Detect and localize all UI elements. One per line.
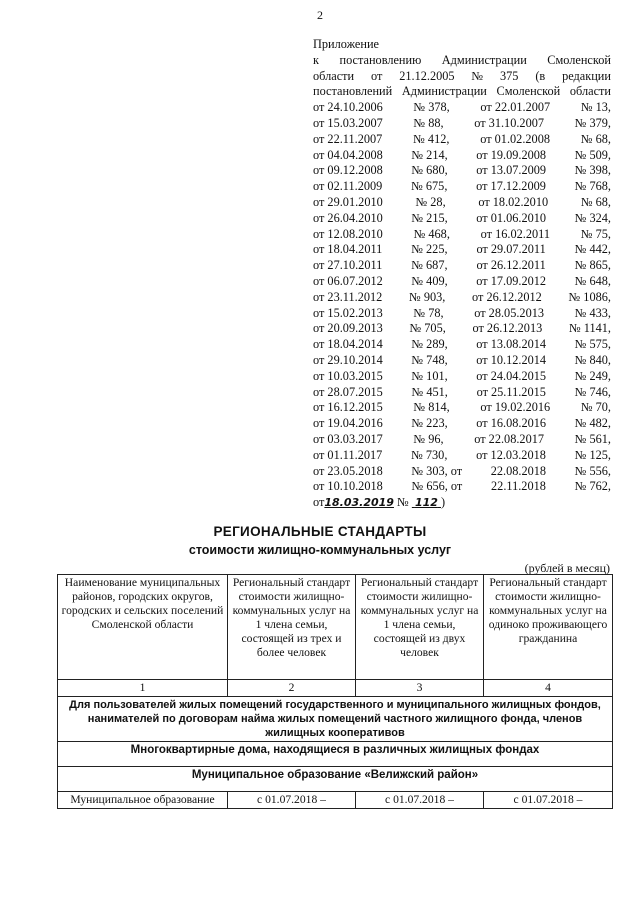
- amendment-part: № 412,: [413, 131, 450, 146]
- amendment-row: [313, 274, 611, 290]
- amendment-part: № 680,: [411, 163, 448, 178]
- amendment-part: № 225,: [411, 242, 448, 257]
- amendment-part: № 451,: [411, 384, 448, 399]
- amendment-part: № 214,: [411, 147, 448, 162]
- amendment-row: [313, 337, 611, 353]
- amendment-part: от 29.01.2010: [313, 194, 383, 209]
- amendment-part: от 26.12.2011: [476, 258, 546, 273]
- amendment-part: № 1141,: [568, 321, 611, 336]
- amendment-part: от 29.10.2014: [313, 352, 383, 367]
- amendment-part: № 88,: [413, 115, 444, 130]
- amendment-row: [313, 321, 611, 337]
- amendment-part: от 19.02.2016: [480, 400, 551, 415]
- amendment-part: № 687,: [411, 258, 448, 273]
- amendment-part: № 814,: [413, 400, 450, 415]
- amendment-part: от 02.11.2009: [313, 179, 383, 194]
- amendment-part: от 26.12.2013: [472, 321, 543, 336]
- amendment-part: № 1086,: [568, 289, 611, 304]
- amendment-part: от 24.04.2015: [476, 368, 547, 383]
- column-number-row: [58, 680, 613, 697]
- appendix-line: постановлений Администрации Смоленской области: [313, 84, 611, 99]
- amendment-part: № 324,: [574, 210, 611, 225]
- amendment-part: № 748,: [411, 352, 448, 367]
- amendment-row: [313, 479, 611, 495]
- amendment-row: [313, 385, 611, 401]
- amendment-part: № 762,: [574, 479, 611, 494]
- header-cell: Наименование муниципальных районов, городских округов, городских и сельских поселений Смоленской области: [58, 575, 228, 680]
- amendment-part: № 101,: [411, 368, 448, 383]
- document-title: РЕГИОНАЛЬНЫЕ СТАНДАРТЫ: [213, 524, 427, 539]
- table-cell: с 01.07.2018 –: [484, 792, 613, 809]
- table-cell: с 01.07.2018 –: [356, 792, 484, 809]
- amendment-row: [313, 195, 611, 211]
- amendment-part: от 01.11.2017: [313, 447, 383, 462]
- amendment-part: от 23.05.2018: [313, 463, 383, 478]
- amendment-row: [313, 448, 611, 464]
- amendment-part: № 70,: [580, 400, 611, 415]
- amendment-row: [313, 227, 611, 243]
- amendment-row: [313, 148, 611, 164]
- amendment-part: от 17.12.2009: [476, 179, 546, 194]
- amendment-row: [313, 163, 611, 179]
- header-cell: Региональный стандарт стоимости жилищно-коммунальных услуг на одиноко проживающего гражданина: [484, 575, 613, 680]
- amendment-part: от 16.08.2016: [476, 416, 547, 431]
- amendment-part: № 442,: [574, 242, 611, 257]
- unit-note: (рублей в месяц): [524, 561, 610, 575]
- amendment-part: от 13.08.2014: [476, 337, 547, 352]
- section-heading: Для пользователей жилых помещений государственного и муниципального жилищных фондов, нанимателей по договорам найма жилых помещений частного жилищного фонда, членов жилищных кооперативов: [58, 697, 613, 742]
- amendment-row: [313, 353, 611, 369]
- amendment-part: № 289,: [411, 337, 448, 352]
- table-cell: с 01.07.2018 –: [228, 792, 356, 809]
- amendment-row: [313, 432, 611, 448]
- amendment-part: от 15.02.2013: [313, 305, 383, 320]
- amendment-part: № 746,: [574, 384, 611, 399]
- amendment-part: № 215,: [411, 210, 448, 225]
- amendment-part: от 10.03.2015: [313, 368, 383, 383]
- amendment-part: от 01.06.2010: [476, 210, 547, 225]
- amendment-part: № 379,: [574, 115, 611, 130]
- amendment-part: от 31.10.2007: [474, 115, 545, 130]
- amendment-row: [313, 132, 611, 148]
- amendment-part: № 398,: [574, 163, 611, 178]
- amendment-part: от 06.07.2012: [313, 273, 383, 288]
- subsection-row: [58, 742, 613, 767]
- amendment-part: от 22.11.2007: [313, 131, 383, 146]
- amendment-part: № 768,: [574, 179, 611, 194]
- amendment-part: № 13,: [580, 100, 611, 115]
- amendment-part: № 468,: [413, 226, 450, 241]
- amendment-part: от 01.02.2008: [480, 131, 550, 146]
- amendment-part: от 27.10.2011: [313, 258, 383, 273]
- section-row: [58, 697, 613, 742]
- amendment-part: от 26.04.2010: [313, 210, 383, 225]
- amendment-part: № 409,: [411, 273, 448, 288]
- appendix-line: к постановлению Администрации Смоленской: [313, 52, 611, 67]
- amendment-row: [313, 258, 611, 274]
- municipality-heading: Муниципальное образование «Велижский район»: [58, 767, 613, 792]
- amendment-row: [313, 464, 611, 480]
- municipality-row: [58, 767, 613, 792]
- amendment-row: [313, 416, 611, 432]
- document-subtitle: стоимости жилищно-коммунальных услуг: [188, 543, 452, 557]
- amendment-part: № 378,: [413, 100, 450, 115]
- amendment-part: № 730,: [411, 447, 448, 462]
- amendment-part: № 656, от: [411, 479, 463, 494]
- amendment-part: № 68,: [580, 131, 611, 146]
- amendment-part: № 575,: [574, 337, 611, 352]
- appendix-block: [313, 37, 611, 511]
- amendment-part: от 16.02.2011: [480, 226, 550, 241]
- amendment-part: от 18.04.2014: [313, 337, 383, 352]
- amendment-list: [313, 100, 611, 495]
- column-number: 3: [356, 680, 484, 697]
- amendment-part: от 10.12.2014: [476, 352, 547, 367]
- amendment-part: от 18.04.2011: [313, 242, 383, 257]
- amendment-row: [313, 211, 611, 227]
- column-number: 1: [58, 680, 228, 697]
- table-row: [58, 792, 613, 809]
- amendment-part: 22.11.2018: [491, 479, 546, 494]
- amendment-part: № 482,: [574, 416, 611, 431]
- amendment-part: № 840,: [574, 352, 611, 367]
- amendment-part: № 223,: [411, 416, 448, 431]
- amendment-part: № 705,: [409, 321, 446, 336]
- column-number: 4: [484, 680, 613, 697]
- amendment-part: № 75,: [580, 226, 611, 241]
- amendment-row: [313, 179, 611, 195]
- amendment-part: № 556,: [574, 463, 611, 478]
- amendment-part: № 96,: [413, 431, 444, 446]
- amendment-part: № 68,: [580, 194, 611, 209]
- header-cell: Региональный стандарт стоимости жилищно-коммунальных услуг на 1 члена семьи, состоящей из трех и более человек: [228, 575, 356, 680]
- amendment-part: № 561,: [574, 431, 611, 446]
- amendment-part: от 18.02.2010: [478, 194, 549, 209]
- subsection-heading: Многоквартирные дома, находящиеся в различных жилищных фондах: [58, 742, 613, 767]
- amendment-row: [313, 290, 611, 306]
- amendment-part: от 12.08.2010: [313, 226, 383, 241]
- amendment-part: от 22.08.2017: [474, 431, 545, 446]
- table-cell: Муниципальное образование: [58, 792, 228, 809]
- amendment-part: от 03.03.2017: [313, 431, 383, 446]
- amendment-row: [313, 369, 611, 385]
- handwritten-date: 18.03.2019: [324, 496, 394, 510]
- amendment-part: от 24.10.2006: [313, 100, 383, 115]
- amendment-row: [313, 400, 611, 416]
- amendment-row: [313, 100, 611, 116]
- amendment-row: [313, 242, 611, 258]
- page-number: 2: [317, 8, 323, 22]
- appendix-line: области от 21.12.2005 № 375 (в редакции: [313, 68, 611, 83]
- amendment-part: № 249,: [574, 368, 611, 383]
- amendment-part: от 09.12.2008: [313, 163, 383, 178]
- amendment-part: № 28,: [415, 194, 446, 209]
- amendment-part: от 12.03.2018: [476, 447, 546, 462]
- amendment-part: № 675,: [411, 179, 448, 194]
- amendment-part: от 04.04.2008: [313, 147, 383, 162]
- amendment-part: от 10.10.2018: [313, 479, 383, 494]
- amendment-part: № 78,: [413, 305, 444, 320]
- amendment-row: [313, 306, 611, 322]
- latest-amendment: от18.03.2019 № 112 ): [313, 495, 446, 510]
- amendment-part: от 19.09.2008: [476, 147, 547, 162]
- amendment-part: № 903,: [409, 289, 446, 304]
- amendment-part: № 303, от: [411, 463, 463, 478]
- amendment-part: от 17.09.2012: [476, 273, 547, 288]
- amendment-part: № 433,: [574, 305, 611, 320]
- amendment-part: № 125,: [574, 447, 611, 462]
- amendment-part: от 25.11.2015: [476, 384, 546, 399]
- amendment-part: от 15.03.2007: [313, 115, 383, 130]
- standards-table: [57, 574, 613, 809]
- amendment-part: № 648,: [574, 273, 611, 288]
- header-cell: Региональный стандарт стоимости жилищно-коммунальных услуг на 1 члена семьи, состоящей из двух человек: [356, 575, 484, 680]
- amendment-row: [313, 116, 611, 132]
- amendment-part: от 23.11.2012: [313, 289, 383, 304]
- amendment-part: от 16.12.2015: [313, 400, 383, 415]
- amendment-part: от 22.01.2007: [480, 100, 551, 115]
- amendment-part: № 509,: [574, 147, 611, 162]
- amendment-part: 22.08.2018: [490, 463, 547, 478]
- amendment-part: от 28.05.2013: [474, 305, 545, 320]
- amendment-part: от 29.07.2011: [476, 242, 546, 257]
- amendment-part: от 28.07.2015: [313, 384, 383, 399]
- amendment-part: № 865,: [574, 258, 611, 273]
- amendment-part: от 13.07.2009: [476, 163, 547, 178]
- amendment-part: от 20.09.2013: [313, 321, 383, 336]
- amendment-part: от 19.04.2016: [313, 416, 383, 431]
- column-number: 2: [228, 680, 356, 697]
- handwritten-number: 112: [414, 496, 438, 510]
- table-header-row: [58, 575, 613, 680]
- appendix-title: Приложение: [313, 37, 379, 51]
- amendment-part: от 26.12.2012: [472, 289, 542, 304]
